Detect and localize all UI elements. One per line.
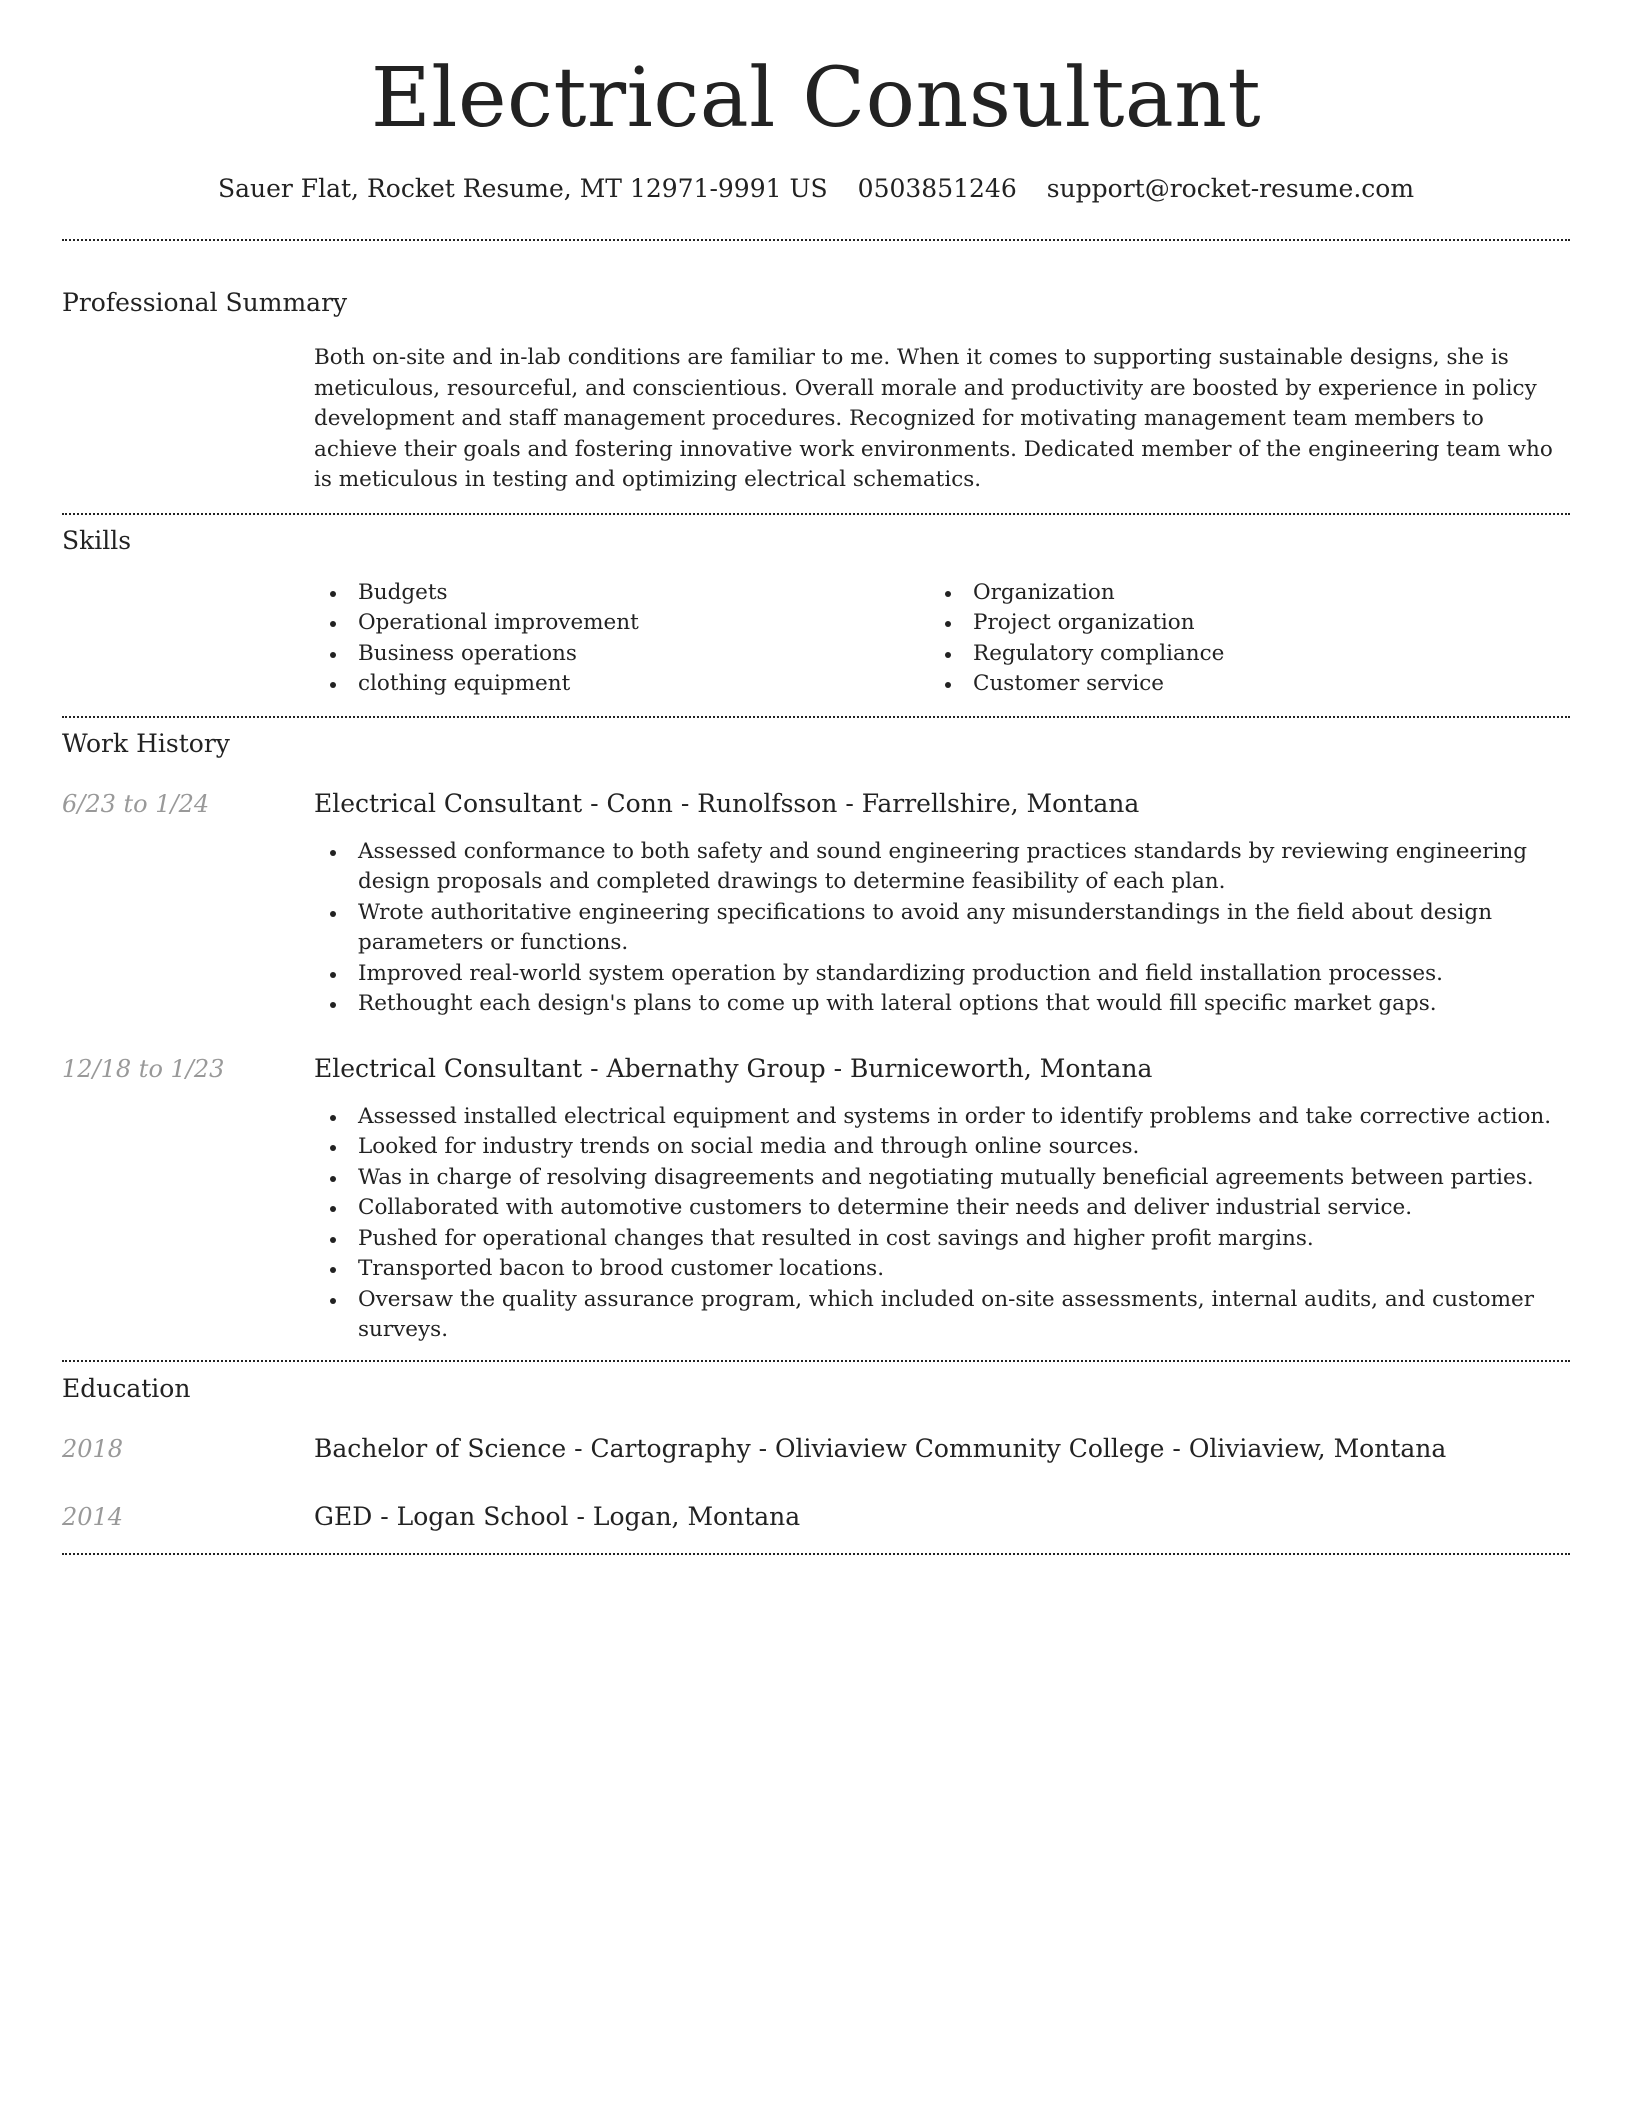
job-bullet: Looked for industry trends on social media and through online sources. [314,1132,1570,1163]
job-bullet: Was in charge of resolving disagreements and negotiating mutually beneficial agreements between parties. [314,1163,1570,1194]
job-dates: 12/18 to 1/23 [62,1054,225,1083]
education-year: 2014 [62,1502,124,1531]
summary-heading: Professional Summary [62,288,348,317]
job-dates: 6/23 to 1/24 [62,789,210,818]
email-address: support@rocket-resume.com [1046,174,1415,203]
skills-column-left [314,578,929,700]
job-bullet: Oversaw the quality assurance program, which included on-site assessments, internal audits, and customer surveys. [314,1285,1570,1346]
job-bullet: Assessed conformance to both safety and sound engineering practices standards by reviewing engineering design proposals and completed drawings to determine feasibility of each plan. [314,837,1570,898]
summary-section [62,241,1570,496]
summary-text: Both on-site and in-lab conditions are familiar to me. When it comes to supporting sustainable designs, she is meticulous, resourceful, and conscientious. Overall morale and productivity are boosted by experience in policy development and staff management procedures. Recognized for motivating management team members to achieve their goals and fostering innovative work environments. Dedicated member of the engineering team who is meticulous in testing and optimizing electrical schematics. [314,345,1553,492]
skill-item: Business operations [314,639,929,670]
job-entry [62,789,1570,1020]
candidate-name: Electrical Consultant [370,51,1262,146]
skills-column-right [929,578,1544,700]
phone-number: 0503851246 [857,174,1017,203]
education-degree: GED - Logan School - Logan, Montana [314,1501,801,1531]
education-degree: Bachelor of Science - Cartography - Oliviaview Community College - Oliviaview, Montana [314,1433,1447,1463]
job-title: Electrical Consultant - Conn - Runolfsson - Farrellshire, Montana [314,788,1140,818]
divider [62,1553,1570,1555]
skill-item: Project organization [929,608,1544,639]
skills-heading: Skills [62,525,132,555]
job-body [314,789,1570,1020]
work-history-heading: Work History [62,728,230,758]
work-history-section [62,718,1570,1346]
job-bullet: Pushed for operational changes that resulted in cost savings and higher profit margins. [314,1224,1570,1255]
job-bullet: Rethought each design's plans to come up with lateral options that would fill specific market gaps. [314,989,1570,1020]
job-bullet: Assessed installed electrical equipment and systems in order to identify problems and take corrective action. [314,1102,1570,1133]
job-bullet: Transported bacon to brood customer locations. [314,1254,1570,1285]
education-entry [62,1434,1570,1464]
skill-item: Regulatory compliance [929,639,1544,670]
education-section [62,1362,1570,1532]
job-entry [62,1054,1570,1346]
education-heading: Education [62,1373,191,1403]
skill-item: Operational improvement [314,608,929,639]
contact-line [62,174,1570,204]
skills-section [62,515,1570,700]
skill-item: Organization [929,578,1544,609]
address: Sauer Flat, Rocket Resume, MT 12971-9991 US [217,174,828,203]
job-bullets [314,837,1570,1020]
job-bullet: Improved real-world system operation by standardizing production and field installation processes. [314,959,1570,990]
skills-grid [314,578,1570,700]
education-entry [62,1502,1570,1532]
education-year: 2018 [62,1434,124,1463]
job-bullets [314,1102,1570,1346]
skill-item: clothing equipment [314,669,929,700]
job-title: Electrical Consultant - Abernathy Group - Burniceworth, Montana [314,1053,1153,1083]
skill-item: Customer service [929,669,1544,700]
job-body [314,1054,1570,1346]
job-bullet: Collaborated with automotive customers to determine their needs and deliver industrial service. [314,1193,1570,1224]
skill-item: Budgets [314,578,929,609]
job-bullet: Wrote authoritative engineering specifications to avoid any misunderstandings in the field about design parameters or functions. [314,898,1570,959]
